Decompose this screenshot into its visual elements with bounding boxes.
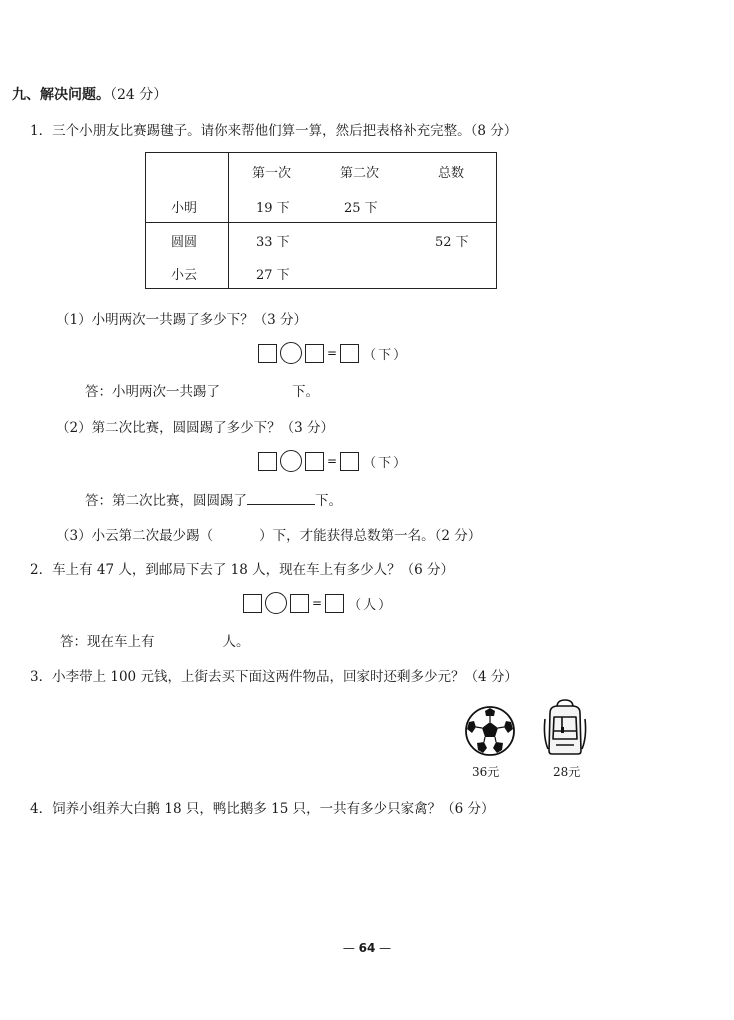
- equals-sign: =: [327, 454, 338, 468]
- table-header-total: 总数: [438, 166, 465, 181]
- question-4: 4．饲养小组养大白鹅 18 只，鸭比鹅多 15 只，一共有多少只家禽？（6 分）: [30, 801, 495, 817]
- answer-prefix: 答：现在车上有: [60, 634, 155, 650]
- operator-circle[interactable]: [265, 592, 287, 614]
- answer-suffix: 下。: [292, 384, 319, 400]
- answer-suffix: 下。: [315, 493, 342, 509]
- question-2: 2．车上有 47 人，到邮局下去了 18 人，现在车上有多少人？（6 分）: [30, 562, 454, 578]
- part-3-suffix: ）下，才能获得总数第一名。（2 分）: [259, 528, 482, 544]
- answer-box[interactable]: [290, 594, 309, 613]
- backpack-icon: [542, 697, 588, 757]
- answer-box[interactable]: [340, 344, 359, 363]
- table-divider-horizontal: [146, 222, 496, 223]
- answer-prefix: 答：小明两次一共踢了: [85, 384, 220, 400]
- kick-shuttlecock-table: [145, 152, 497, 289]
- answer-blank[interactable]: [247, 492, 315, 505]
- question-1-part-2: （2）第二次比赛，圆圆踢了多少下？（3 分）: [56, 420, 334, 436]
- answer-suffix: 人。: [222, 634, 250, 650]
- answer-1: [85, 380, 319, 400]
- unit-label: （人）: [348, 597, 394, 613]
- answer-3: [60, 630, 250, 650]
- soccer-ball-price: 36元: [472, 765, 500, 779]
- table-row-name: 小云: [171, 268, 198, 283]
- page-number: — 64 —: [342, 941, 392, 955]
- answer-2: [85, 489, 342, 509]
- page-number-value: 64: [358, 941, 376, 955]
- table-row-name: 小明: [171, 201, 198, 216]
- equation-3: [243, 592, 393, 614]
- answer-box[interactable]: [340, 452, 359, 471]
- answer-box[interactable]: [325, 594, 344, 613]
- section-title: [12, 84, 167, 104]
- answer-prefix: 答：第二次比赛，圆圆踢了: [85, 493, 247, 509]
- table-row-name: 圆圆: [171, 235, 198, 250]
- backpack-price: 28元: [553, 765, 581, 779]
- unit-label: （下）: [363, 455, 409, 471]
- table-header-second: 第二次: [340, 166, 380, 181]
- answer-box[interactable]: [258, 344, 277, 363]
- answer-box[interactable]: [243, 594, 262, 613]
- table-cell: 52 下: [435, 235, 469, 250]
- operator-circle[interactable]: [280, 450, 302, 472]
- section-title-text: 九、解决问题。: [12, 87, 110, 103]
- part-3-prefix: （3）小云第二次最少踢（: [56, 528, 214, 544]
- question-1-part-1: （1）小明两次一共踢了多少下？（3 分）: [56, 312, 307, 328]
- table-cell: 33 下: [256, 235, 290, 250]
- answer-box[interactable]: [305, 452, 324, 471]
- operator-circle[interactable]: [280, 342, 302, 364]
- question-1-part-3: [56, 524, 481, 544]
- section-score: （24 分）: [110, 87, 168, 103]
- table-cell: 27 下: [256, 268, 290, 283]
- question-1: 1．三个小朋友比赛踢毽子。请你来帮他们算一算，然后把表格补充完整。（8 分）: [30, 123, 518, 139]
- equals-sign: =: [327, 346, 338, 360]
- table-header-first: 第一次: [252, 166, 292, 181]
- soccer-ball-icon: [464, 705, 516, 757]
- answer-box[interactable]: [258, 452, 277, 471]
- equals-sign: =: [312, 596, 323, 610]
- table-cell: 25 下: [344, 201, 378, 216]
- unit-label: （下）: [363, 347, 409, 363]
- question-3: 3．小李带上 100 元钱，上街去买下面这两件物品，回家时还剩多少元？（4 分）: [30, 669, 518, 685]
- equation-1: [258, 342, 408, 364]
- table-divider-vertical: [228, 153, 229, 288]
- table-cell: 19 下: [256, 201, 290, 216]
- equation-2: [258, 450, 408, 472]
- answer-box[interactable]: [305, 344, 324, 363]
